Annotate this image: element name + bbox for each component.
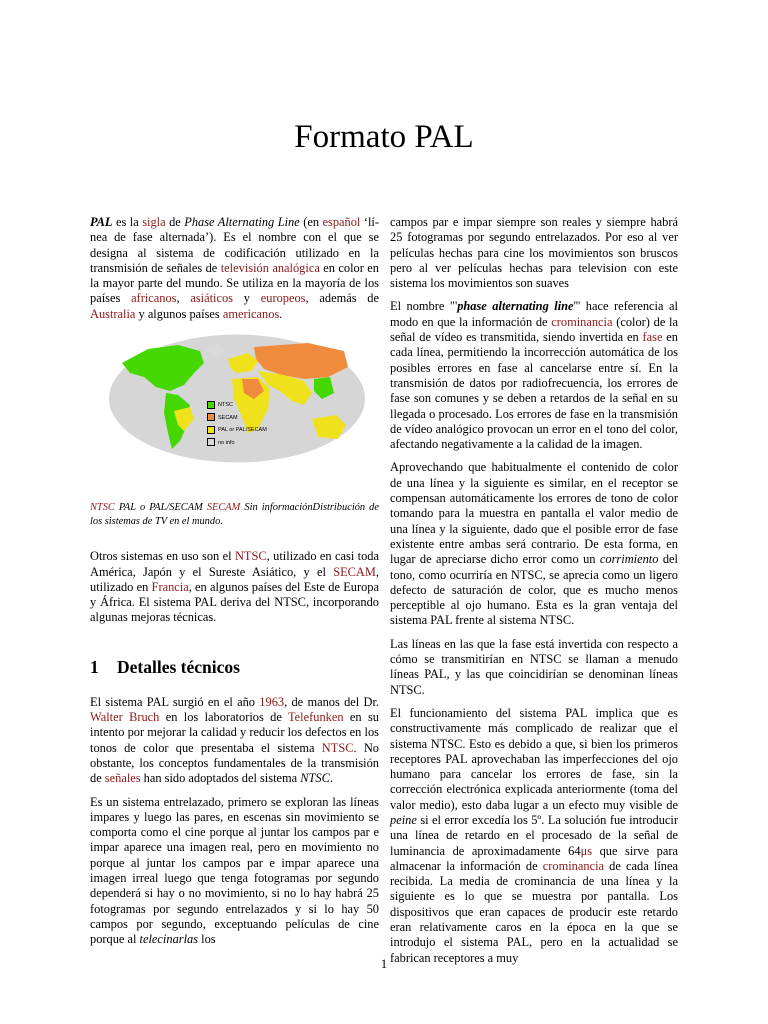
legend-label: SECAM bbox=[218, 414, 238, 421]
wiki-link[interactable]: Francia bbox=[151, 579, 189, 594]
text-run: del tono, como ocurriría en NTSC, se aprecia como un ligero defecto de saturación de color, que es mucho menos perceptible al ojo humano. Esta es la gran ventaja del sistema PAL frente al sistema NTSC. bbox=[390, 552, 678, 628]
legend-color-text: NTSC bbox=[90, 502, 115, 514]
history-paragraph bbox=[90, 695, 379, 787]
italic-text: corrimiento bbox=[599, 552, 659, 567]
wiki-link[interactable]: asiáticos bbox=[190, 291, 234, 306]
wiki-link[interactable]: señales bbox=[104, 771, 141, 786]
legend-label: no info bbox=[218, 439, 235, 446]
legend-swatch-icon bbox=[207, 413, 215, 421]
wiki-link[interactable]: fase bbox=[642, 330, 663, 345]
text-run: El nombre "' bbox=[390, 299, 458, 314]
text-run: y algunos países bbox=[135, 306, 223, 321]
text-run: PAL o PAL/SECAM bbox=[114, 502, 207, 514]
legend-color-text: SECAM bbox=[206, 502, 241, 514]
italic-text: peine bbox=[390, 812, 417, 827]
wiki-link[interactable]: televisión analógica bbox=[220, 260, 320, 275]
italic-text: NTSC bbox=[300, 771, 330, 786]
text-run: Sin informaciónDistribución de los sistemas de TV en el mundo. bbox=[90, 502, 379, 527]
wiki-link[interactable]: Telefunken bbox=[287, 710, 344, 725]
text-run: , además de bbox=[305, 291, 379, 306]
pal-lines-paragraph bbox=[390, 637, 678, 698]
text-run: Es un sistema entrelazado, primero se exploran las líneas impares y luego las pares, en escenas sin movimiento se comporta como el cine porque al juntar los campos par e impar aparece una imagen real, pero en movimiento no porque al juntar los campos par e impar aparece una imagen irreal luego que tenga fotogramas por segundo dependerá si hay o no movimiento, si no lo hay habrá 25 fotogramas por segundo entrelazados y si lo hay 50 campos por segundo, exceptuando películas de cine porque al bbox=[90, 794, 379, 947]
intro-paragraph bbox=[90, 215, 379, 322]
page-title: Formato PAL bbox=[294, 119, 474, 155]
section-heading bbox=[90, 656, 379, 678]
section-title: Detalles técnicos bbox=[117, 656, 240, 677]
wiki-link[interactable]: SECAM bbox=[333, 564, 376, 579]
name-paragraph bbox=[390, 299, 678, 452]
right-column bbox=[390, 215, 678, 974]
text-run: en cada línea, permitiendo la incorrección automática de los posibles errores en fase al cancelarse entre sí. En la transmisión de datos por radiofrecuencia, los errores de fase son comunes y se deben a retardos de la señal en su llegada o procesado. Los errores de fase en la transmisión de vídeo analógico provocan un error en el tono del color, afectando negativamente a la calidad de la imagen. bbox=[390, 330, 679, 452]
bold-italic-text: phase alternating line bbox=[457, 299, 574, 314]
legend-swatch-icon bbox=[207, 401, 215, 409]
wiki-link[interactable]: español bbox=[322, 215, 361, 229]
italic-text: Phase Alternating Line bbox=[184, 215, 300, 229]
text-run: ''' hace referencia al modo en que la información de bbox=[390, 299, 678, 329]
wiki-link[interactable]: sigla bbox=[142, 215, 166, 229]
wiki-link[interactable]: crominancia bbox=[551, 314, 613, 329]
text-run: en los laboratorios de bbox=[159, 710, 288, 725]
text-run: (en bbox=[299, 215, 323, 229]
text-run: , de manos del Dr. bbox=[284, 694, 379, 709]
world-tv-systems-map bbox=[108, 333, 366, 464]
italic-text: telecinarlas bbox=[139, 932, 199, 947]
text-run: , en algunos países del Este de Europa y África. El sistema PAL deriva del NTSC, incorporando algunas mejoras técnicas. bbox=[90, 579, 379, 625]
wiki-link[interactable]: NTSC bbox=[234, 549, 267, 564]
text-run: Otros sistemas en uso son el bbox=[90, 549, 235, 564]
text-run: , utilizado en bbox=[90, 564, 379, 594]
text-run: . bbox=[279, 306, 283, 321]
legend-swatch-icon bbox=[207, 426, 215, 434]
text-run: . bbox=[329, 771, 333, 786]
wiki-link[interactable]: americanos bbox=[222, 306, 280, 321]
legend-item-secam bbox=[207, 412, 267, 425]
figure-caption bbox=[90, 501, 379, 528]
text-run: El funcionamiento del sistema PAL implica que es constructivamente más complicado de realizar que el sistema NTSC. Esto es debido a que, si bien los primeros receptores PAL aprovechaban las imperfecciones del ojo humano para cancelar los errores de fase, sin la corrección electrónica explicada anteriormente (toma del valor medio), esto daba lugar a un efecto muy visible de bbox=[390, 705, 678, 812]
operation-paragraph bbox=[390, 706, 678, 966]
text-run: es la bbox=[112, 215, 143, 229]
wiki-link[interactable]: africanos bbox=[131, 291, 177, 306]
text-run: los bbox=[198, 932, 216, 947]
text-run: Aprovechando que habitualmente el contenido de color de una línea y la siguiente es similar, en el receptor se compensan automáticamente los errores de tono de color tomando para la muestra en pantalla el valor medio de una línea y la siguiente, dado que el posible error de fase existente entre ambas será contrario. De esta forma, en lugar de apreciarse dicho error como un bbox=[390, 460, 678, 567]
text-run: ‘línea de fase alternada’). Es el nombre con el que se designa al sistema de codificación utilizado en la transmisión de señales de bbox=[90, 215, 380, 275]
text-run: , utilizado en casi toda América, Japón y el Sureste Asiático, y el bbox=[90, 549, 380, 579]
left-column bbox=[90, 215, 379, 956]
text-run: campos par e impar siempre son reales y siempre habrá 25 fotogramas por segundo entrelazados. Por eso al ver películas hechas para cine los movimientos son bruscos pero al ver películas hechas para television con este sistema los movimientos son suaves bbox=[390, 215, 678, 291]
map-legend bbox=[207, 399, 267, 449]
text-run: El sistema PAL surgió en el año bbox=[90, 694, 260, 709]
section-number: 1 bbox=[90, 656, 99, 677]
wiki-link[interactable]: Australia bbox=[90, 306, 136, 321]
page-number: 1 bbox=[380, 957, 388, 971]
text-run: que sirve para almacenar la información de bbox=[390, 843, 678, 873]
fields-paragraph bbox=[390, 215, 678, 291]
wiki-link[interactable]: Walter Bruch bbox=[90, 710, 160, 725]
text-run: si el error excedía los 5º. La solución fue introducir una línea de retardo en el procesado de la señal de luminancia de aproximadamente 64 bbox=[390, 812, 678, 858]
text-run: y bbox=[233, 291, 261, 306]
wiki-link[interactable]: crominancia bbox=[542, 858, 605, 873]
text-run: de bbox=[165, 215, 185, 229]
text-run: Las líneas en las que la fase está invertida con respecto a cómo se transmitirían en NTSC se llaman a menudo líneas PAL, y las que coincidirían se denominan líneas NTSC. bbox=[390, 636, 678, 697]
text-run: . No obstante, los conceptos fundamentales de la transmisión de bbox=[90, 740, 379, 786]
legend-item-no-info bbox=[207, 437, 267, 450]
wiki-link[interactable]: μs bbox=[580, 843, 593, 858]
legend-swatch-icon bbox=[207, 438, 215, 446]
wiki-link[interactable]: europeos bbox=[260, 291, 306, 306]
legend-label: NTSC bbox=[218, 402, 233, 409]
text-run: de cada línea recibida. La media de crominancia de una línea y la siguiente es lo que se muestra por pantalla. Los dispositivos que eran capaces de producir este retardo eran relativamente caros en la época en la que se introdujo el sistema PAL, pero en la actualidad se fabrican receptores a muy bbox=[390, 858, 678, 965]
text-run: (color) de la señal de vídeo es transmitida, siendo invertida en bbox=[390, 314, 678, 345]
legend-item-ntsc bbox=[207, 399, 267, 412]
legend-label: PAL or PAL/SECAM bbox=[218, 427, 267, 434]
compensation-paragraph bbox=[390, 460, 678, 628]
other-systems-paragraph bbox=[90, 549, 379, 625]
text-run: han sido adoptados del sistema bbox=[140, 771, 301, 786]
wiki-link[interactable]: 1963 bbox=[259, 694, 285, 709]
text-run: en color en la mayor parte del mundo. Se utiliza en la mayoría de los países bbox=[90, 260, 379, 306]
text-run: en su intento por mejorar la calidad y reducir los defectos en los tonos de color que presentaba el sistema bbox=[90, 710, 379, 755]
text-run: , bbox=[176, 291, 191, 306]
wiki-link[interactable]: NTSC bbox=[321, 740, 354, 755]
bold-italic-text: PAL bbox=[90, 215, 113, 229]
legend-item-pal bbox=[207, 424, 267, 437]
interlace-paragraph bbox=[90, 795, 379, 948]
